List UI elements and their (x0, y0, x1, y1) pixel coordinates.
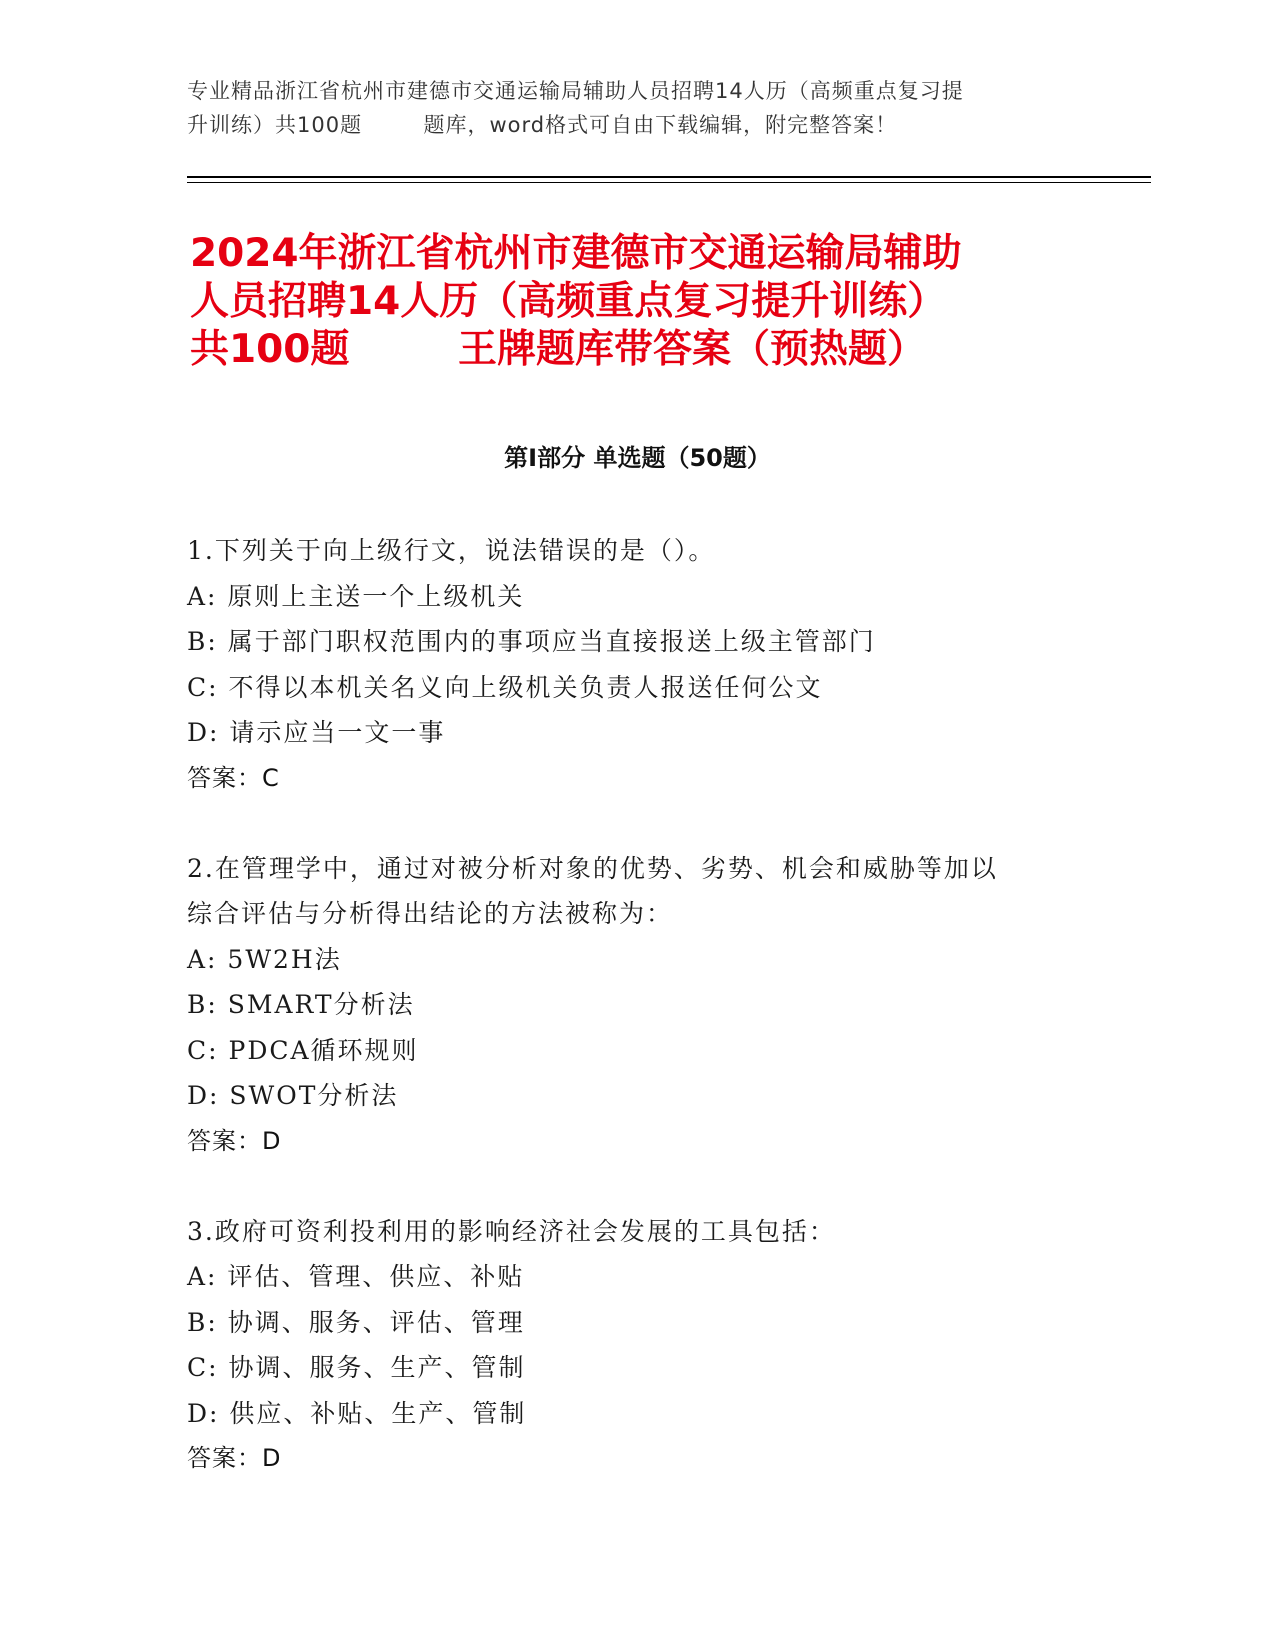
header-divider (187, 182, 1151, 183)
option-d: D: 请示应当一文一事 (187, 718, 446, 747)
option-b: B: SMART分析法 (187, 990, 415, 1019)
option-b: B: 属于部门职权范围内的事项应当直接报送上级主管部门 (187, 627, 876, 656)
header-divider (187, 176, 1151, 178)
title-line: 共100题 王牌题库带答案（预热题） (190, 327, 927, 372)
question-stem: 2.在管理学中，通过对被分析对象的优势、劣势、机会和威胁等加以 (187, 853, 998, 883)
option-d: D: 供应、补贴、生产、管制 (187, 1398, 527, 1428)
question-1 (187, 528, 1087, 801)
header-line: 升训练）共100题 题库，word格式可自由下载编辑，附完整答案！ (187, 113, 898, 137)
option-c: C: 协调、服务、生产、管制 (187, 1353, 526, 1382)
question-list (187, 528, 1087, 1526)
question-stem: 1.下列关于向上级行文，说法错误的是（）。 (187, 536, 716, 565)
answer: 答案：D (187, 1444, 282, 1472)
answer: 答案：D (187, 1126, 282, 1155)
option-b: B: 协调、服务、评估、管理 (187, 1307, 525, 1337)
section-heading: 第Ⅰ部分 单选题（50题） (504, 444, 771, 472)
option-a: A: 评估、管理、供应、补贴 (187, 1262, 525, 1291)
option-a: A: 原则上主送一个上级机关 (187, 581, 525, 611)
question-3 (187, 1209, 1087, 1482)
answer: 答案：C (187, 763, 280, 792)
question-2 (187, 846, 1087, 1164)
option-c: C: 不得以本机关名义向上级机关负责人报送任何公文 (187, 672, 823, 702)
document-title (190, 230, 1090, 374)
title-line: 2024年浙江省杭州市建德市交通运输局辅助 (190, 231, 962, 276)
question-stem: 3.政府可资利投利用的影响经济社会发展的工具包括： (187, 1216, 836, 1246)
title-line: 人员招聘14人历（高频重点复习提升训练） (190, 279, 947, 324)
option-a: A: 5W2H法 (187, 944, 342, 974)
option-d: D: SWOT分析法 (187, 1081, 399, 1110)
option-c: C: PDCA循环规则 (187, 1035, 419, 1065)
question-stem: 综合评估与分析得出结论的方法被称为： (187, 899, 674, 928)
header-line: 专业精品浙江省杭州市建德市交通运输局辅助人员招聘14人历（高频重点复习提 (187, 79, 964, 103)
page-header (187, 74, 1087, 142)
